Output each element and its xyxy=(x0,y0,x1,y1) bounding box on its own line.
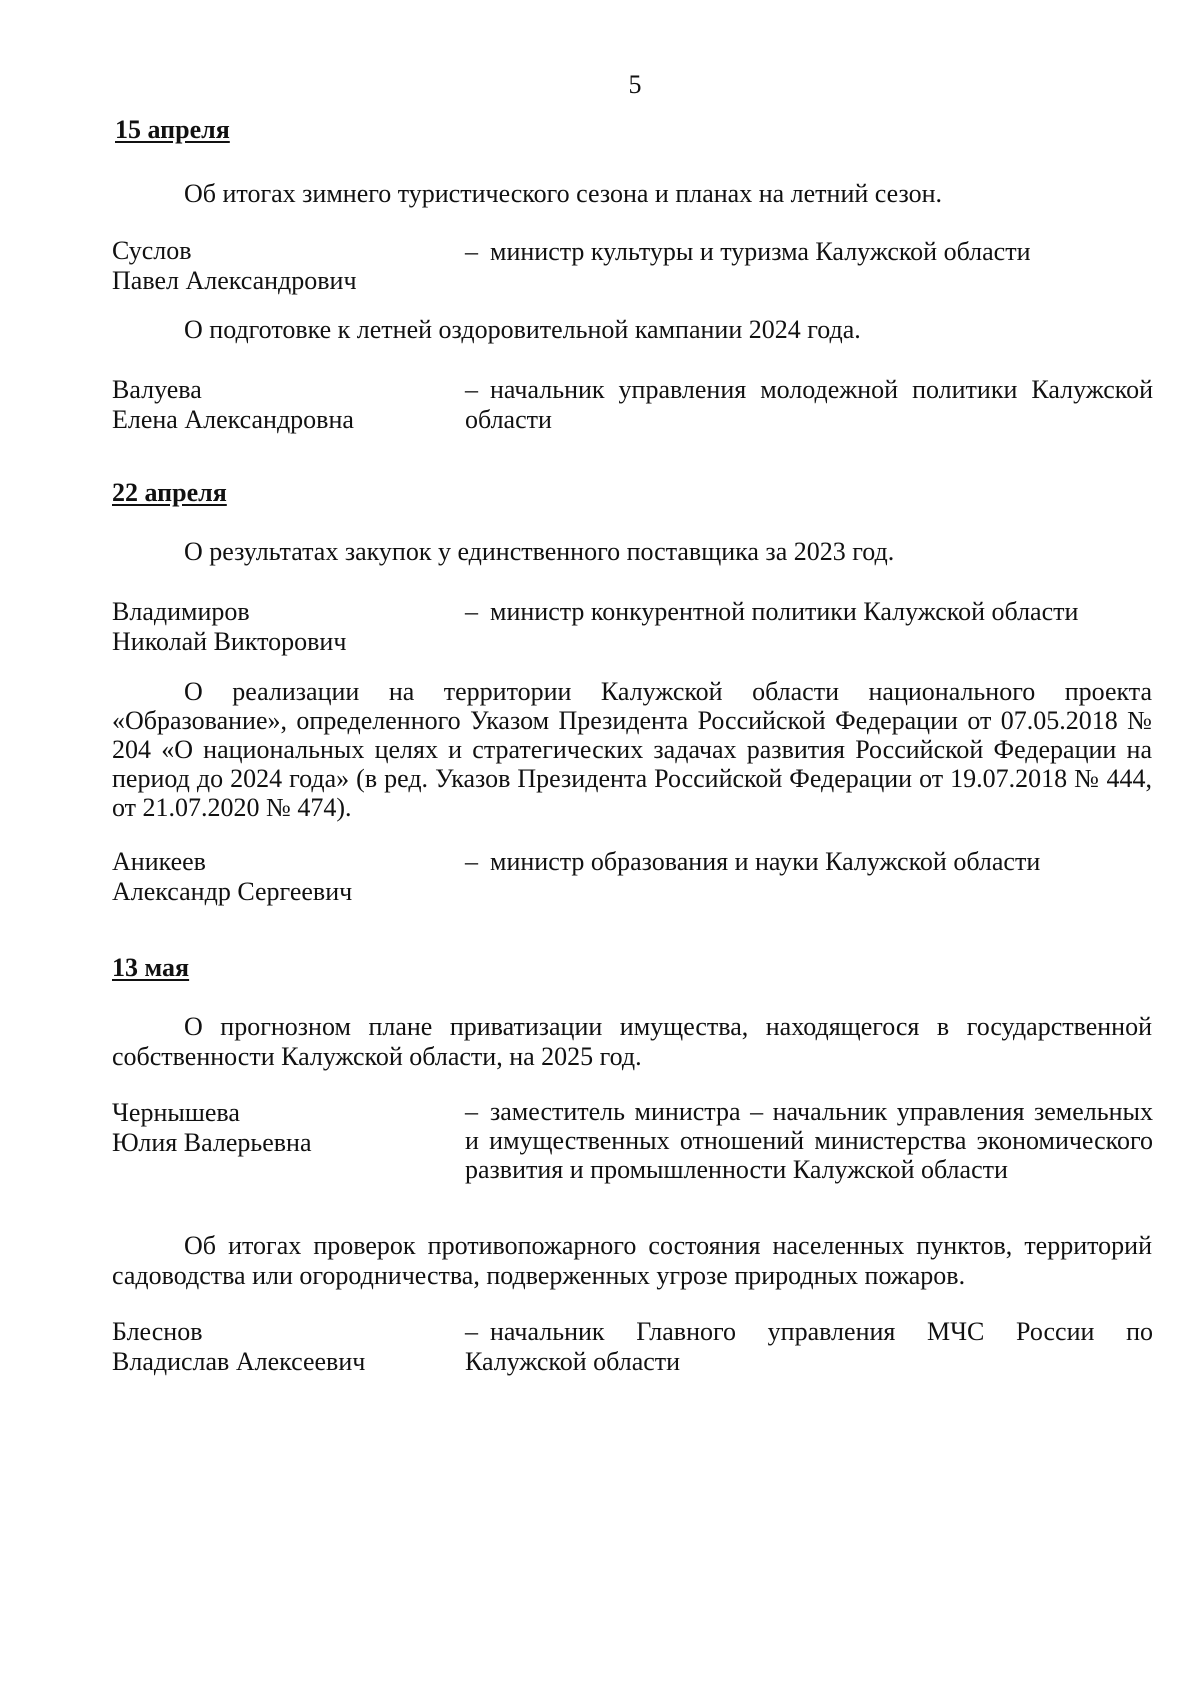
speaker-name xyxy=(112,1098,432,1158)
dash: – xyxy=(465,1097,478,1126)
dash: – xyxy=(465,1317,478,1346)
speaker-last-name: Валуева xyxy=(112,375,202,404)
speaker-last-name: Блеснов xyxy=(112,1317,203,1346)
dash: – xyxy=(465,375,478,404)
speaker-first-names: Павел Александрович xyxy=(112,266,357,295)
section-date: 15 апреля xyxy=(115,115,230,144)
speaker-first-names: Николай Викторович xyxy=(112,627,347,656)
speaker-last-name: Аникеев xyxy=(112,847,206,876)
agenda-topic: О подготовке к летней оздоровительной кампании 2024 года. xyxy=(184,315,861,344)
speaker-name xyxy=(112,236,432,296)
page-number: 5 xyxy=(628,70,642,99)
speaker-role: – министр конкурентной политики Калужской области xyxy=(465,597,1079,626)
agenda-topic: О результатах закупок у единственного поставщика за 2023 год. xyxy=(184,537,895,566)
speaker-name xyxy=(112,1317,432,1377)
section-date: 13 мая xyxy=(112,953,190,982)
speaker-role: – заместитель министра – начальник управления земельных и имущественных отношений министерства экономического развития и промышленности Калужской области xyxy=(465,1097,1153,1184)
speaker-role: – начальник Главного управления МЧС России по Калужской области xyxy=(465,1317,1153,1376)
dash: – xyxy=(465,847,478,876)
section-date: 22 апреля xyxy=(112,478,227,507)
speaker-first-names: Владислав Алексеевич xyxy=(112,1347,366,1376)
agenda-topic: О реализации на территории Калужской области национального проекта «Образование», определенного Указом Президента Российской Федерации от 07.05.2018 № 204 «О национальных целях и стратегических задачах развития Российской Федерации на период до 2024 года» (в ред. Указов Президента Российской Федерации от 19.07.2018 № 444, от 21.07.2020 № 474). xyxy=(112,677,1152,822)
speaker-name xyxy=(112,847,432,907)
speaker-last-name: Суслов xyxy=(112,236,192,265)
speaker-role: – начальник управления молодежной политики Калужской области xyxy=(465,375,1153,434)
dash: – xyxy=(465,597,478,626)
speaker-role: – министр образования и науки Калужской области xyxy=(465,847,1041,876)
speaker-first-names: Александр Сергеевич xyxy=(112,877,353,906)
speaker-first-names: Елена Александровна xyxy=(112,405,354,434)
agenda-topic: О прогнозном плане приватизации имущества, находящегося в государственной собственности Калужской области, на 2025 год. xyxy=(112,1012,1152,1071)
speaker-name xyxy=(112,597,432,657)
speaker-last-name: Чернышева xyxy=(112,1098,240,1127)
agenda-topic: Об итогах зимнего туристического сезона и планах на летний сезон. xyxy=(184,179,943,208)
speaker-name xyxy=(112,375,432,435)
speaker-last-name: Владимиров xyxy=(112,597,250,626)
agenda-topic: Об итогах проверок противопожарного состояния населенных пунктов, территорий садоводства или огородничества, подверженных угрозе природных пожаров. xyxy=(112,1231,1152,1290)
speaker-first-names: Юлия Валерьевна xyxy=(112,1128,312,1157)
speaker-role: – министр культуры и туризма Калужской области xyxy=(465,237,1031,266)
dash: – xyxy=(465,237,478,266)
